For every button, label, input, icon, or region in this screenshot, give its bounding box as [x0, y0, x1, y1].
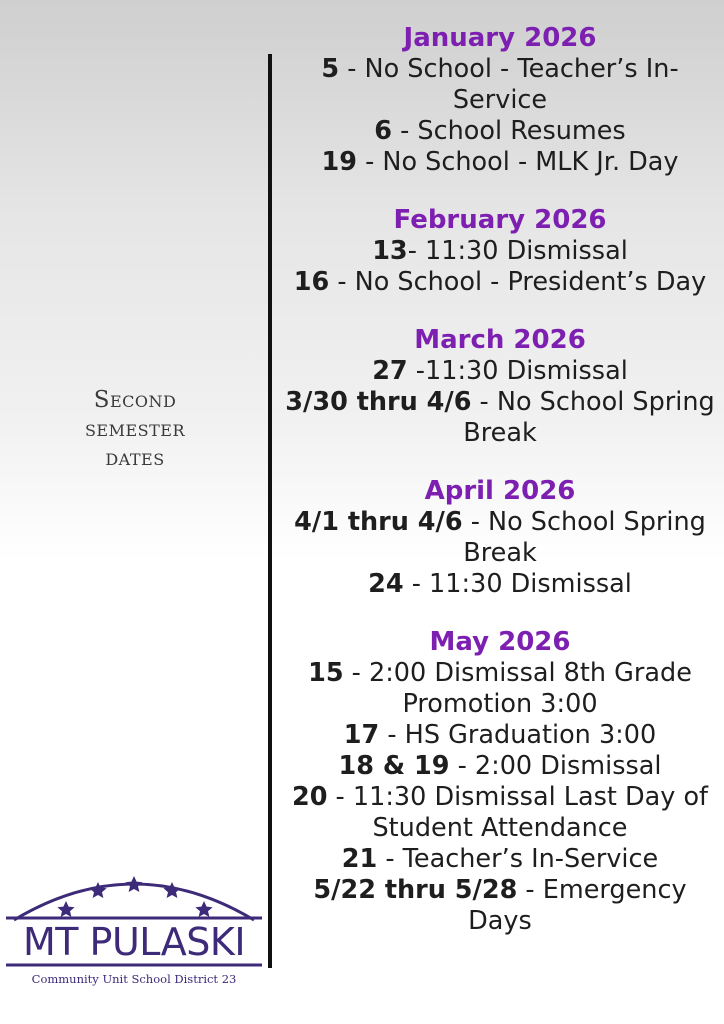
- event-text: - No School - Teacher’s In-Service: [339, 54, 679, 115]
- event-date: 20: [291, 782, 328, 812]
- event-text: - School Resumes: [392, 116, 626, 146]
- event-date: 6: [374, 116, 393, 146]
- event-item: [280, 387, 720, 449]
- month-title: May 2026: [429, 627, 571, 657]
- event-date: 13: [372, 236, 408, 266]
- month-april: [280, 475, 720, 600]
- vertical-divider: [268, 54, 272, 968]
- star-icon: [89, 882, 106, 898]
- event-date: 5/22 thru 5/28: [313, 875, 518, 905]
- month-january: [280, 22, 720, 178]
- event-date: 3/30 thru 4/6: [285, 387, 472, 417]
- event-text: - 2:00 Dismissal 8th Grade Promotion 3:00: [343, 658, 692, 719]
- event-item: [280, 54, 720, 116]
- month-may: [280, 626, 720, 937]
- event-text: - 11:30 Dismissal Last Day of Student Attendance: [327, 782, 709, 843]
- event-item: [280, 875, 720, 937]
- event-item: [280, 844, 720, 875]
- event-date: 17: [343, 720, 380, 750]
- section-title-line: dates: [105, 445, 165, 471]
- star-icon: [125, 876, 142, 892]
- event-text: - Emergency Days: [468, 875, 687, 936]
- star-icon: [195, 901, 212, 917]
- event-text: - 11:30 Dismissal: [407, 236, 628, 266]
- calendar-list: [280, 22, 720, 963]
- event-text: - No School Spring Break: [462, 507, 706, 568]
- event-item: [280, 116, 720, 147]
- event-text: - No School Spring Break: [463, 387, 715, 448]
- event-text: -11:30 Dismissal: [407, 356, 628, 386]
- event-date: 19: [321, 147, 357, 177]
- logo-arch: [14, 884, 254, 920]
- month-title: February 2026: [393, 205, 607, 235]
- event-date: 15: [308, 658, 344, 688]
- event-date: 24: [368, 569, 404, 599]
- month-february: [280, 204, 720, 298]
- month-march: [280, 324, 720, 449]
- month-title: January 2026: [403, 23, 597, 53]
- event-item: [280, 782, 720, 844]
- event-text: - 2:00 Dismissal: [449, 751, 662, 781]
- event-item: [280, 236, 720, 267]
- event-text: - HS Graduation 3:00: [379, 720, 657, 750]
- logo-name: MT PULASKI: [22, 920, 246, 964]
- event-text: - No School - MLK Jr. Day: [356, 147, 679, 177]
- event-text: - Teacher’s In-Service: [377, 844, 659, 874]
- event-date: 5: [321, 54, 340, 84]
- event-item: [280, 720, 720, 751]
- event-date: 27: [372, 356, 408, 386]
- section-title-line: Second: [93, 387, 177, 413]
- event-text: - No School - President’s Day: [329, 267, 707, 297]
- event-item: [280, 751, 720, 782]
- event-text: - 11:30 Dismissal: [403, 569, 632, 599]
- section-title-line: semester: [84, 416, 186, 442]
- month-title: March 2026: [414, 325, 586, 355]
- event-date: 18 & 19: [338, 751, 450, 781]
- event-item: [280, 267, 720, 298]
- event-item: [280, 658, 720, 720]
- star-icon: [57, 901, 74, 917]
- event-date: 4/1 thru 4/6: [294, 507, 463, 537]
- logo-subtitle: Community Unit School District 23: [31, 972, 237, 986]
- event-item: [280, 356, 720, 387]
- event-item: [280, 147, 720, 178]
- event-date: 16: [293, 267, 330, 297]
- section-title: [60, 386, 210, 473]
- event-item: [280, 507, 720, 569]
- star-icon: [163, 882, 180, 898]
- event-date: 21: [341, 844, 378, 874]
- month-title: April 2026: [424, 476, 576, 506]
- event-item: [280, 569, 720, 600]
